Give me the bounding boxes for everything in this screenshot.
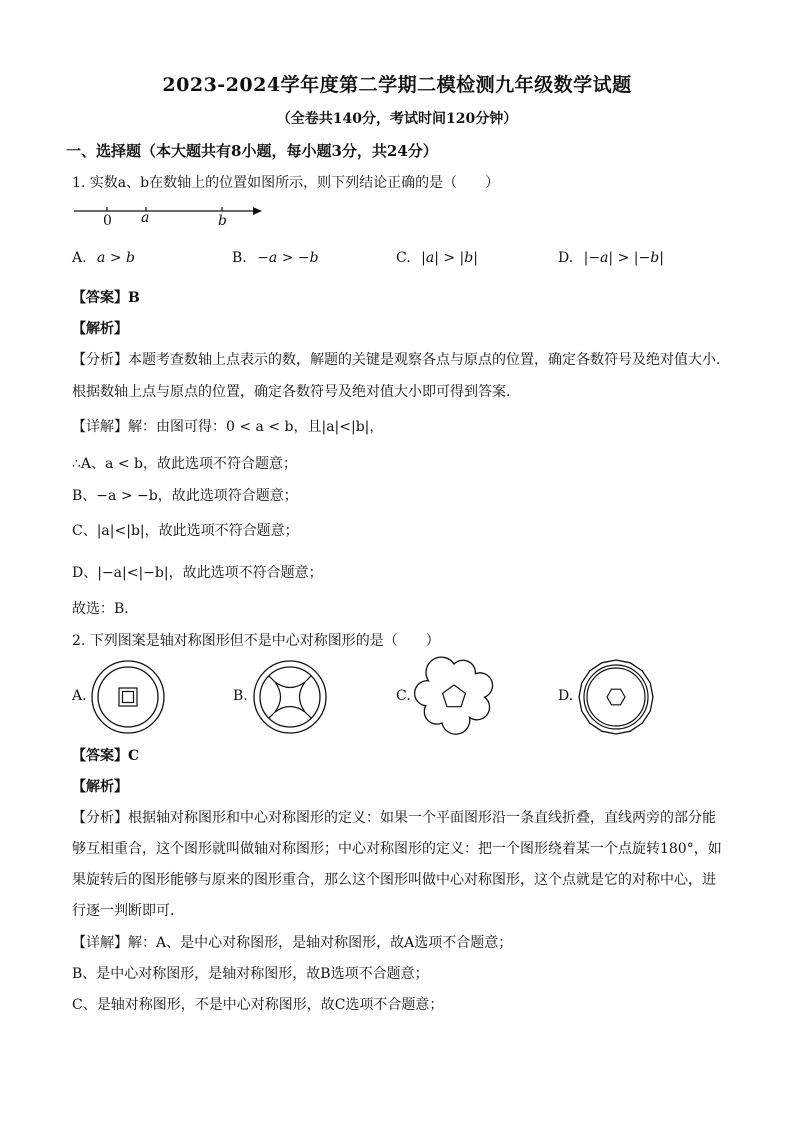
q1-answer: 【答案】B [72, 290, 140, 306]
q1-detail-a: ∴A、a < b，故此选项不符合题意； [72, 456, 297, 472]
polygon-hexagon-figure [576, 657, 656, 737]
option-expr: a > b [97, 250, 135, 266]
q2-analysis-line2: 够互相重合，这个图形就叫做轴对称图形；中心对称图形的定义：把一个图形绕着某一个点旋转180°，如 [72, 841, 722, 857]
q2-option-a-label: A. [72, 688, 87, 704]
q2-analysis-tag: 【解析】 [72, 779, 128, 795]
q2-stem: 2. 下列图案是轴对称图形但不是中心对称图形的是（ ） [72, 633, 440, 649]
coin-star-hole-figure [252, 659, 328, 735]
q2-detail-b: B、是中心对称图形，是轴对称图形，故B选项不合题意； [72, 966, 429, 982]
q2-analysis-line1: 【分析】根据轴对称图形和中心对称图形的定义：如果一个平面图形沿一条直线折叠，直线两旁的部分能 [72, 810, 716, 826]
option-expr: −a > −b [257, 250, 319, 266]
page-title: 2023-2024学年度第二学期二模检测九年级数学试题 [162, 74, 632, 96]
option-letter: A. [72, 250, 87, 266]
q2-answer: 【答案】C [72, 748, 140, 764]
coin-square-hole-figure [90, 659, 166, 735]
q1-conclusion: 故选：B． [72, 601, 139, 617]
axis-arrow-icon [253, 207, 262, 215]
q2-detail-c: C、是轴对称图形，不是中心对称图形，故C选项不合题意； [72, 997, 444, 1013]
option-letter: C. [396, 250, 411, 266]
q1-stem: 1. 实数a、b在数轴上的位置如图所示，则下列结论正确的是（ ） [72, 175, 500, 191]
option-expr: |a| > |b| [421, 250, 478, 266]
q1-option-b [232, 250, 319, 266]
q2-option-b-label: B. [233, 688, 248, 704]
q1-option-d [558, 250, 664, 266]
option-letter: B. [232, 250, 247, 266]
section-heading: 一、选择题（本大题共有8小题，每小题3分，共24分） [66, 142, 438, 160]
option-letter: D. [558, 250, 574, 266]
q1-detail-b: B、−a > −b，故此选项符合题意； [72, 488, 298, 504]
q2-analysis-line3: 果旋转后的图形能够与原来的图形重合，那么这个图形叫做中心对称图形，这个点就是它的对称中心，进 [72, 872, 716, 888]
q1-option-a [72, 250, 135, 266]
q2-option-d-label: D. [558, 688, 574, 704]
b-label: b [218, 213, 227, 229]
q1-detail-d: D、|−a|<|−b|，故此选项不符合题意； [72, 565, 323, 581]
q1-option-c [396, 250, 478, 266]
number-line-figure [70, 200, 270, 230]
q1-detail: 【详解】解：由图可得：0 < a < b，且|a|<|b|， [72, 419, 384, 435]
q1-analysis-line1: 【分析】本题考查数轴上点表示的数，解题的关键是观察各点与原点的位置，确定各数符号及绝对值大小． [72, 352, 730, 368]
q1-detail-c: C、|a|<|b|，故此选项不符合题意； [72, 523, 299, 539]
exam-info: （全卷共140分，考试时间120分钟） [276, 111, 518, 127]
q2-detail-a: 【详解】解：A、是中心对称图形，是轴对称图形，故A选项不合题意； [72, 935, 513, 951]
q2-analysis-line4: 行逐一判断即可． [72, 903, 184, 919]
zero-label: 0 [103, 213, 112, 229]
a-label: a [141, 210, 150, 226]
q2-option-c-label: C. [396, 688, 411, 704]
q1-analysis-line2: 根据数轴上点与原点的位置，确定各数符号及绝对值大小即可得到答案． [72, 384, 520, 400]
flower-pentagon-figure [414, 657, 494, 737]
q1-analysis-tag: 【解析】 [72, 321, 128, 337]
option-expr: |−a| > |−b| [583, 250, 664, 266]
